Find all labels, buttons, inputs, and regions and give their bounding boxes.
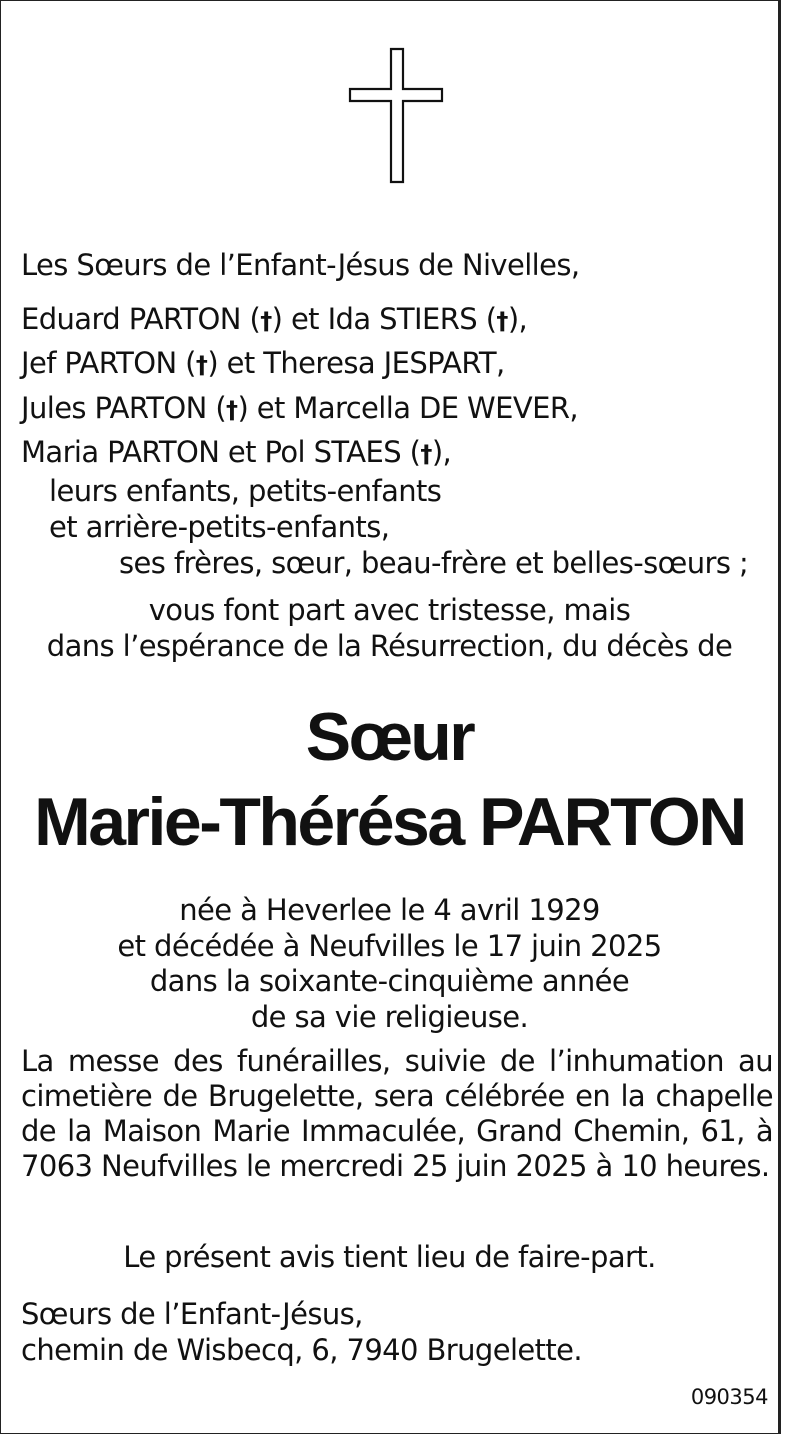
dagger-icon: † <box>226 396 238 424</box>
notice-text: Le présent avis tient lieu de faire-part. <box>123 1240 656 1274</box>
family-line-5: Maria PARTON et Pol STAES (†), <box>21 435 452 469</box>
deceased-title: Sœur <box>305 699 474 775</box>
reference-number: 090354 <box>690 1385 768 1409</box>
contact-line-2: chemin de Wisbecq, 6, 7940 Brugelette. <box>21 1333 583 1367</box>
family-line-6: leurs enfants, petits-enfants <box>49 474 442 508</box>
dagger-icon: † <box>260 307 272 335</box>
family-line-3: Jef PARTON (†) et Theresa JESPART, <box>21 346 505 380</box>
details-line-2: et décédée à Neufvilles le 17 juin 2025 <box>117 929 662 963</box>
family-line-2: Eduard PARTON (†) et Ida STIERS (†), <box>21 302 528 336</box>
announcement-line-2: dans l’espérance de la Résurrection, du décès de <box>46 629 733 663</box>
family-line-8: ses frères, sœur, beau-frère et belles-sœurs ; <box>119 546 749 580</box>
latin-cross-icon <box>346 47 446 185</box>
family-line-4: Jules PARTON (†) et Marcella DE WEVER, <box>21 391 578 425</box>
contact-line-1: Sœurs de l’Enfant-Jésus, <box>21 1297 363 1331</box>
dagger-icon: † <box>420 440 432 468</box>
family-line-7: et arrière-petits-enfants, <box>49 510 390 544</box>
deceased-name: Marie-Thérésa PARTON <box>34 784 745 860</box>
details-line-1: née à Heverlee le 4 avril 1929 <box>179 893 600 927</box>
dagger-icon: † <box>195 351 208 379</box>
details-line-4: de sa vie religieuse. <box>250 1000 529 1034</box>
dagger-icon: † <box>496 307 508 335</box>
funeral-paragraph: La messe des funérailles, suivie de l’inhumation au cimetière de Brugelette, sera célébrée en la chapelle de la Maison Marie Immaculée, Grand Chemin, 61, à 7063 Neufvilles le mercredi 25 juin 2025 à 10 heures. <box>21 1044 773 1183</box>
family-line-1: Les Sœurs de l’Enfant-Jésus de Nivelles, <box>21 248 580 282</box>
announcement-line-1: vous font part avec tristesse, mais <box>148 593 631 627</box>
details-line-3: dans la soixante-cinquième année <box>149 964 630 998</box>
